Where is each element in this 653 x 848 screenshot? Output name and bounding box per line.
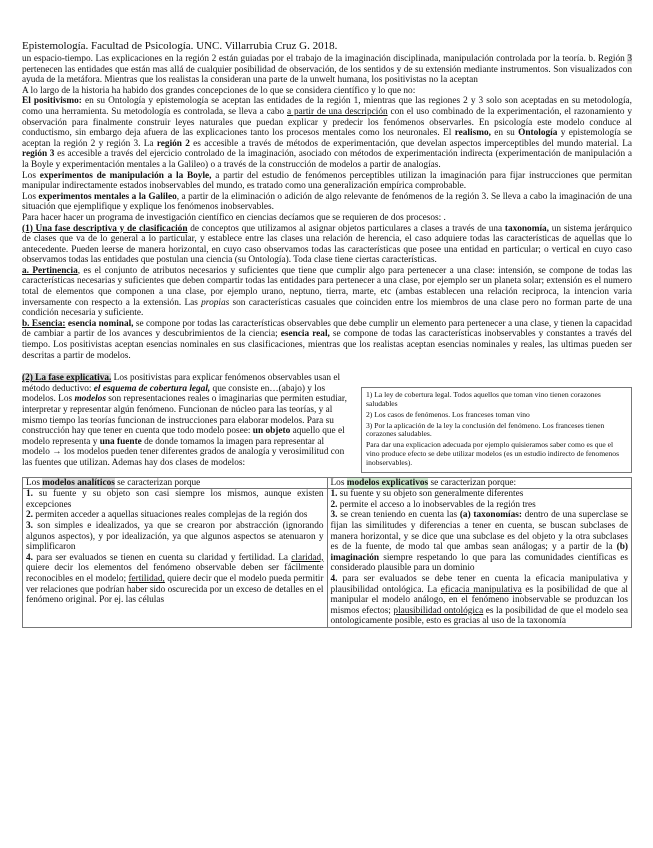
procesos-paragraph: Para hacer hacer un programa de investigación científico en ciencias decíamos que se requieren de dos procesos: . — [22, 212, 446, 223]
explicativos-header-cell: Los modelos explicativos se caracterizan porque: — [327, 477, 632, 489]
list-item: 4. para ser evaluados se tienen en cuenta su claridad y fertilidad. La claridad, quiere decir los elementos del fenómeno observable deben ser fácilmente reconocibles en el modelo; fertilidad, quiere decir que el modelo pueda permitir ver relaciones que podrían haber sido oscurecida por un exceso de detalles en el fenómeno original. Por ej. las células — [26, 552, 324, 606]
esencia-paragraph: b. Esencia: esencia nominal, se compone por todas las características observables que debe cumplir un elemento para pertenecer a una clase, y tienen la capacidad de cambiar a partir de los avances y descubrimientos de la ciencia; esencia real, se compone de todas las características inobservables y constantes a través del tiempo. Los positivistas aceptan esencias nominales en sus clasificaciones, mientras que los realistas aceptan esencias nominales y reales, las ultimas pueden ser descritas a partir de modelos. — [22, 318, 632, 361]
list-item: 4. para ser evaluados se debe tener en cuenta la eficacia manipulativa y plausibilidad ontológica. La eficacia manipulativa es la posibilidad de que al manipular el modelo análogo, en el fenómeno inobservable se produzcan los mismos efectos; plausibilidad ontológica es la posibilidad de que el modelo sea ontologicamente posible, esto es gracias al uso de la taxonomía — [330, 573, 628, 627]
fase-descriptiva-paragraph: (1) Una fase descriptiva y de clasificación de conceptos que utilizamos al asignar objetos particulares a clases a través de una taxonomía, un sistema jerárquico de clases que va de lo general a lo particular, y establece entre las clases una relación de herencia, el caso adquiere todas las características de aquellas que lo antecedente. Pueden leerse de manera horizontal, en cuyo caso observamos todas las características que posee una entidad en particular; o vertical en cuyo caso observamos todas las entidades que postulan una ciencia (su Ontología). Toda clase tiene ciertas características. — [22, 223, 633, 266]
list-item: 2. permiten acceder a aquellas situaciones reales complejas de la región dos — [26, 510, 308, 521]
list-item: 1. su fuente y su objeto son generalmente diferentes — [330, 489, 524, 500]
document-page — [22, 40, 632, 628]
positivismo-paragraph: El positivismo: en su Ontología y epistemología se aceptan las entidades de la región 1, mientras que las regiones 2 y 3 solo son aceptadas en su metodología, como una herramienta. Su metodología es controlada, se lleva a cabo a partir de una descripción con el uso combinado de la experimentación, el razonamiento y observación para finalmente construir leyes naturales que puedan explicar y predecir los fenómenos observarles. En psicología este modelo conduce al conductismo, sin embargo deja afuera de las explicaciones tanto los procesos mentales como los neuronales. El realismo, en su Ontología y epistemología se aceptan la región 2 y región 3. La región 2 es accesible a través de métodos de experimentación, que develan aspectos imperceptibles del mundo material. La región 3 es accesible a través del ejercicio controlado de la imaginación, asociado con métodos de experimentación indirecta (experimentación de manipulación a la Boyle y experimentación mentales a la Galileo) o a través de la construcción de modelos a partir de analogías. — [22, 96, 633, 170]
box-item: 1) La ley de cobertura legal. Todos aquellos que toman vino tienen corazones saludables — [366, 390, 601, 409]
pertinencia-paragraph: a. Pertinencia, es el conjunto de atributos necesarios y suficientes que tiene que cumplir algo para pertenecer a una clase: intensión, se compone de todas las características necesarias y suficientes que deben compartir todas las entidades para pertenecer a una clase, por ejemplo ser un planeta solar; extensión es el numero total de elementos que componen a una clase, por ejemplo urano, neptuno, tierra, marte, etc (ambas establecen una relación reciproca, la intencion varia inversamente con respecto a la extensión. Las propias son características casuales que coinciden entre los miembros de una clase pero no forman parte de una condición necesaria y suficiente. — [22, 265, 632, 319]
box-item: 2) Los casos de fenómenos. Los franceses toman vino — [366, 409, 530, 419]
boyle-paragraph: Los experimentos de manipulación a la Boyle, a partir del estudio de fenómenos perceptibles utilizan la imaginación para fijar instrucciones que permitan manipular indirectamente estados inobservables del mundo, es tratado como una generalización empírica comprobable. — [22, 170, 632, 192]
box-item: Para dar una explicacion adecuada por ejemplo quisieramos saber como es que el vino produce efecto se debe utilizar modelos (es un estudio indirecto de fenomenos inobservables). — [366, 440, 620, 467]
box-item: 3) Por la aplicación de la ley la conclusión del fenómeno. Los franceses tienen corazones saludables. — [366, 420, 605, 439]
galileo-paragraph: Los experimentos mentales a la Galileo, a partir de la eliminación o adición de algo relevante de fenómenos de la región 3. Se lleva a cabo la imaginación de una situación que ejemplifique y explique los fenómenos inobservables. — [22, 191, 632, 213]
list-item: 3. se crean teniendo en cuenta las (a) taxonomías: dentro de una superclase se fijan las similitudes y diferencias a tener en cuenta, se buscan subclases de manera horizontal, y se dice que una subclase es del objeto y la otra subclases es de la fuente, de modo tal que ambas sean análogas; y a partir de la (b) imaginación siempre respetando lo que para las comunidades científicas es considerado plausible para un dominio — [330, 510, 628, 574]
document-header: Epistemología. Facultad de Psicología. UNC. Villarrubia Cruz G. 2018. — [22, 40, 338, 52]
analiticos-header-cell: Los modelos analíticos se caracterizan porque — [23, 477, 328, 489]
intro-paragraph: un espacio-tiempo. Las explicaciones en la región 2 están guiadas por el trabajo de la imaginación disciplinada, manipulación controlada por la teoría. b. Región 3 pertenecen las entidades que están mas allá de cualquier posibilidad de observación, de los sentidos y de su extensión mediante instrumentos. Son visualizados con ayuda de la metáfora. Mientras que los realistas la consideran una parte de la unwelt humana, los positivistas no la aceptan — [22, 54, 632, 86]
list-item: 3. son simples e idealizados, ya que se crearon por abstracción (ignorando algunos aspectos), y por idealización, ya que algunos aspectos se atenuaron y simplificaron — [26, 520, 324, 553]
intro-question: A lo largo de la historia ha habido dos grandes concepciones de lo que se considera científico y lo que no: — [22, 85, 416, 96]
list-item: 2. permite el acceso a lo inobservables de la región tres — [330, 499, 536, 510]
models-comparison-table — [22, 477, 632, 628]
fase-explicativa-paragraph: (2) La fase explicativa. Los positivistas para explicar fenómenos observables usan el método deductivo: el esquema de cobertura legal, que consiste en…(abajo) y los modelos. Los modelos son representaciones reales o imaginarias que permiten estudiar, interpretar y representar algún fenómeno. Funcionan de núcleo para las teorías, y al mismo tiempo las teorías funcionan de instrucciones para elaborar modelos. Para su construcción hay que tener en cuenta que todo modelo posee: un objeto aquello que el modelo representa y una fuente de donde tomamos la imagen para representar al modelo → los modelos pueden tener diferentes grados de analogía y verosimilitud con las fuentes que utilizan. Ademas hay dos clases de modelos: — [22, 373, 347, 468]
analiticos-cell — [23, 489, 328, 628]
list-item: 1. su fuente y su objeto son casi siempre los mismos, aunque existen excepciones — [26, 489, 324, 510]
explicativos-cell — [327, 489, 632, 628]
cobertura-legal-box — [361, 387, 632, 472]
